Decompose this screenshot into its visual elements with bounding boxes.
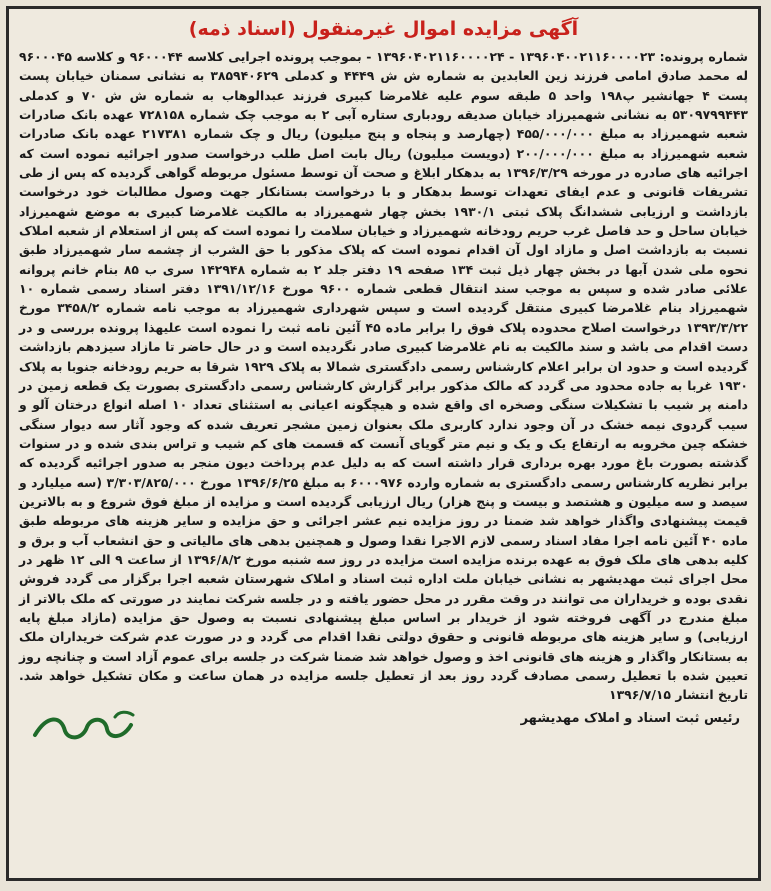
notice-body: شماره پرونده: ۱۳۹۶۰۴۰۰۲۱۱۶۰۰۰۰۲۳ - ۱۳۹۶۰۴۰۲۱۱۶۰۰۰۰۲۴ - بموجب پرونده اجرایی کلاسه ۹۶۰۰۰۴۴ و کلاسه ۹۶۰۰۰۴۵ له محمد صادق امامی فرزند زین العابدین به شماره ش ش ۴۴۴۹ و کدملی ۳۸۵۹۴۰۶۲۹ به نشانی سمنان خیابان پست پست ۴ جهانشیر پ۱۹۸ واحد ۵ طبقه سوم علیه غلامرضا کبیری فرزند عبدالوهاب به شماره ش ش ۷۰ و کدملی ۵۳۰۹۷۹۹۴۴۳ به نشانی شهمیرزاد خیابان صدیقه رودباری ستاره آبی ۲ به موجب چک شماره ۷۲۸۱۵۸ عهده بانک صادرات شعبه شهمیرزاد به مبلغ ۴۵۵/۰۰۰/۰۰۰ (چهارصد و پنجاه و پنج میلیون) ریال و چک شماره ۲۱۷۳۸۱ عهده بانک صادرات شعبه شهمیرزاد به مبلغ ۲۰۰/۰۰۰/۰۰۰ (دویست میلیون) ریال بابت اصل طلب درخواست صدور اجرائیه نموده است که اجرائیه های صادره در مورخه ۱۳۹۶/۳/۲۹ به بدهکار ابلاغ و صحت آن توسط مسئول مربوطه گواهی گردیده که پس از طی تشریفات قانونی و عدم ایفای تعهدات توسط بدهکار و با درخواست بستانکار جهت وصول مطالبات خود درخواست بازداشت و ارزیابی ششدانگ پلاک ثبتی ۱۹۳۰/۱ بخش چهار شهمیرزاد به مالکیت غلامرضا کبیری به موضع شهمیرزاد خیابان ساحل و حد فاصل غرب حریم رودخانه شهمیرزاد و خیابان سلامت را نموده است که پس از استعلام از شعبه املاک نسبت به بازداشت اصل و مازاد اول آن اقدام نموده است که پلاک مذکور با حق الشرب از چشمه سار شهمیرزاد طبق نحوه ملی شدن آبها در بخش چهار ذیل ثبت ۱۳۴ صفحه ۱۹ دفتر جلد ۲ به شماره ۱۴۲۹۴۸ سری ب ۸۵ بنام خانم پروانه علائی صادر شده و سپس به موجب سند انتقال قطعی شماره ۹۶۰۰ مورخ ۱۳۹۱/۱۲/۱۶ دفتر اسناد رسمی شماره ۱۰ شهمیرزاد بنام غلامرضا کبیری منتقل گردیده است و سپس شهرداری شهمیرزاد به موجب نامه شماره ۳۴۵۸/۲ مورخ ۱۳۹۳/۳/۲۲ درخواست اصلاح محدوده پلاک فوق را برابر ماده ۴۵ آئین نامه ثبت را نموده است علیهذا پرونده بررسی و در دست اقدام می باشد و سند مالکیت به نام غلامرضا کبیری صادر نگردیده است و در حال حاضر تا مازاد سیزدهم بازداشت گردیده است و حدود ان برابر اعلام کارشناس رسمی دادگستری شمالا به پلاک ۱۹۲۹ شرقا به حریم رودخانه جنوبا به پلاک ۱۹۳۰ غربا به جاده محدود می گردد که مالک مذکور برابر گزارش کارشناس رسمی دادگستری بصورت یک قطعه زمین در دامنه پر شیب با تشکیلات سنگی وصخره ای واقع شده و هیچگونه اعیانی به استثنای تعداد ۱۰ اصله انواع درختان آلو و سیب گردوی نیمه خشک در آن وجود ندارد کاربری ملک بعنوان زمین مشجر تعریف شده که وجود آثار سه دیوار سنگی خشکه چین مخروبه به ارتفاع یک و یک و نیم متر گویای آنست که قسمت های کم شیب و تراس بندی شده و در سنوات گذشته بصورت باغ مورد بهره برداری قرار داشته است که به دلیل عدم پرداخت دیون منجر به صدور اجرائیه گردیده که برابر نظریه کارشناس رسمی دادگستری به شماره وارده ۶۰۰۰۹۷۶ به مبلغ ۱۳۹۶/۶/۲۵ مورخ ۳/۳۰۳/۸۲۵/۰۰۰ (سه میلیارد و سیصد و سه میلیون و هشتصد و بیست و پنج هزار) ریال ارزیابی گردیده است و مزایده از مبلغ فوق شروع و به بالاترین قیمت پیشنهادی واگذار خواهد شد ضمنا در روز مزایده نیم عشر اجرائی و حق مزایده و سایر هزینه های مربوطه طبق ماده ۴۰ آئین نامه اجرا مفاد اسناد رسمی لازم الاجرا نقدا وصول و همچنین بدهی های مالیاتی و حق انشعاب آب و برق و کلیه بدهی های ملک فوق به عهده برنده مزایده است مزایده در روز سه شنبه مورخ ۱۳۹۶/۸/۲ از ساعت ۹ الی ۱۲ ظهر در محل اجرای ثبت مهدیشهر به نشانی خیابان ملت اداره ثبت اسناد و املاک شهرستان شعبه اجرا برگزار می گردد فروش نقدی بوده و خریداران می توانند در وقت مقرر در محل حضور یافته و در جلسه شرکت نمایند در صورتی که ملک بالاتر از مبلغ مندرج در آگهی فروخته شود از خریدار بر اساس مبلغ پیشنهادی نسبت به وصول حق مزایده (مازاد مبلغ پایه ارزیابی) و سایر هزینه های مربوطه قانونی و حقوق دولتی نقدا اقدام می گردد و در صورت عدم شرکت خریداران ملک به بستانکار واگذار و هزینه های قانونی اخذ و وصول خواهد شد ضمنا شرکت در جلسه برای عموم آزاد است و چنانچه روز تعیین شده با تعطیل رسمی مصادف گردد روز بعد از تعطیل جلسه مزایده در همان ساعت و مکان تشکیل خواهد شد. تاریخ انتشار ۱۳۹۶/۷/۱۵ xyxy=(19,49,749,703)
notice-footer xyxy=(19,705,748,745)
signature-line: رئیس ثبت اسناد و املاک مهدیشهر xyxy=(520,710,740,726)
auction-notice xyxy=(6,6,761,881)
handwritten-ink-mark xyxy=(27,705,147,745)
notice-title: آگهی مزایده اموال غیرمنقول (اسناد ذمه) xyxy=(188,18,579,40)
title-area xyxy=(19,15,748,45)
